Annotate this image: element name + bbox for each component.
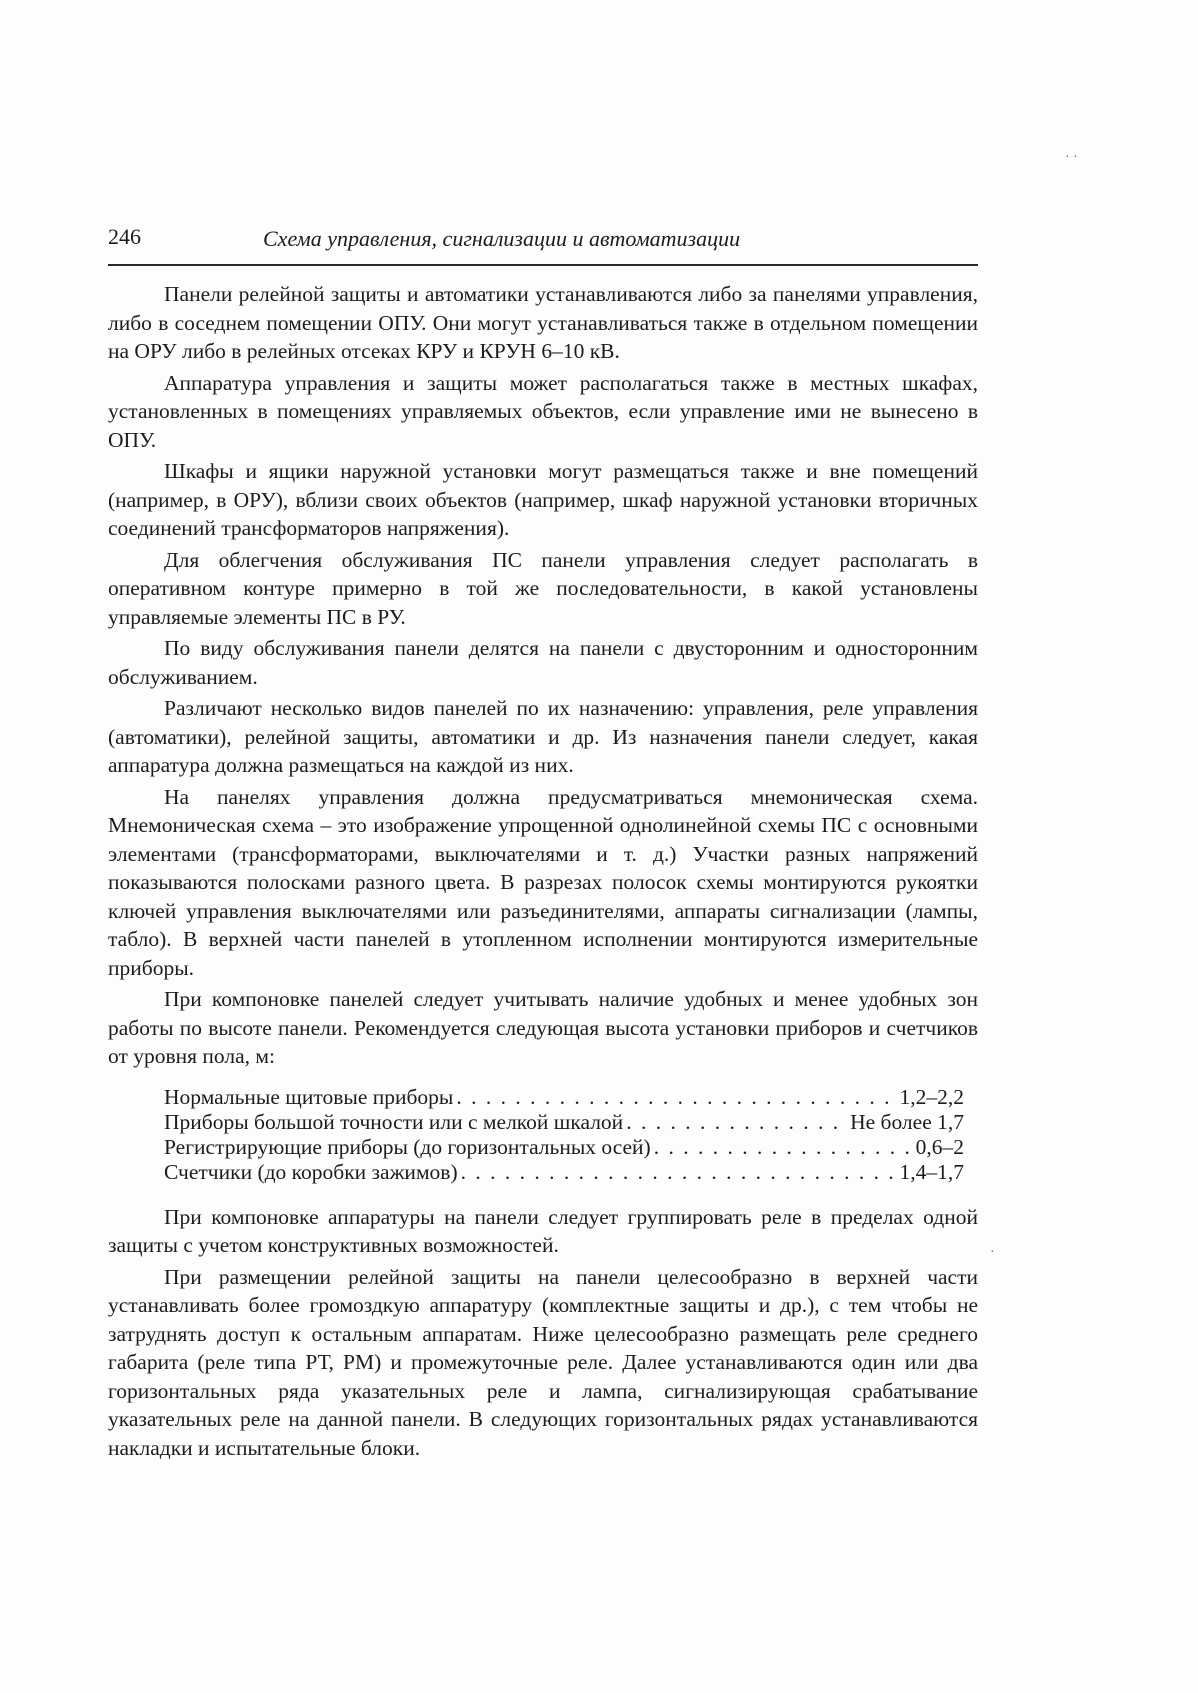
paragraph: По виду обслуживания панели делятся на панели с двусторонним и односторонним обслуживанием. xyxy=(108,636,978,689)
spec-name: Приборы большой точности или с мелкой шкалой xyxy=(164,1109,624,1134)
spec-value: 1,2–2,2 xyxy=(899,1084,964,1109)
page-number: 246 xyxy=(108,224,141,249)
paragraph: При компоновке панелей следует учитывать наличие удобных и менее удобных зон работы по высоте панели. Рекомендуется следующая высота установки приборов и счетчиков от уровня пола, м: xyxy=(108,987,978,1068)
paragraph: Различают несколько видов панелей по их назначению: управления, реле управления (автоматики), релейной защиты, автоматики и др. Из назначения панели следует, какая аппаратура должна размещаться на каждой из них. xyxy=(108,696,978,777)
scan-speck-mark: · xyxy=(990,1245,995,1260)
spec-value: 1,4–1,7 xyxy=(899,1159,964,1184)
paragraph: При компоновке аппаратуры на панели следует группировать реле в пределах одной защиты с учетом конструктивных возможностей. xyxy=(108,1204,978,1257)
running-title: Схема управления, сигнализации и автоматизации xyxy=(263,226,741,251)
paragraph: На панелях управления должна предусматриваться мнемоническая схема. Мнемоническая схема – это изображение упрощенной однолинейной схемы ПС с основными элементами (трансформаторами, выключателями и т. д.) Участки разных напряжений показываются полосками разного цвета. В разрезах полосок схемы монтируются рукоятки ключей управления выключателями или разъединителями, аппараты сигнализации (лампы, табло). В верхней части панелей в утопленном исполнении монтируются измерительные приборы. xyxy=(108,784,978,980)
book-page xyxy=(108,220,978,1465)
leader-dots xyxy=(654,1135,913,1160)
paragraph: Аппаратура управления и защиты может располагаться также в местных шкафах, установленных в помещениях управляемых объектов, если управление ими не вынесено в ОПУ. xyxy=(108,370,978,452)
spec-row xyxy=(164,1160,964,1185)
spec-value: 0,6–2 xyxy=(915,1134,964,1159)
leader-dots xyxy=(461,1160,897,1185)
spec-name: Счетчики (до коробки зажимов) xyxy=(164,1159,458,1184)
height-spec-list xyxy=(164,1085,964,1185)
leader-dots xyxy=(456,1085,896,1110)
scan-speck-mark: · · xyxy=(1065,150,1078,165)
spec-name: Нормальные щитовые приборы xyxy=(164,1084,454,1109)
page-header xyxy=(108,220,978,266)
spec-row xyxy=(164,1085,964,1110)
paragraph: Для облегчения обслуживания ПС панели управления следует располагать в оперативном контуре примерно в той же последовательности, в какой установлены управляемые элементы ПС в РУ. xyxy=(108,547,978,629)
spec-row xyxy=(164,1135,964,1160)
paragraph: Шкафы и ящики наружной установки могут размещаться также и вне помещений (например, в ОРУ), вблизи своих объектов (например, шкаф наружной установки вторичных соединений трансформаторов напряжения). xyxy=(108,459,978,540)
paragraph: При размещении релейной защиты на панели целесообразно в верхней части устанавливать более громоздкую аппаратуру (комплектные защиты и др.), с тем чтобы не затруднять доступ к остальным аппаратам. Ниже целесообразно размещать реле среднего габарита (реле типа РТ, РМ) и промежуточные реле. Далее устанавливаются один или два горизонтальных ряда указательных реле и лампа, сигнализирующая срабатывание указательных реле на данной панели. В следующих горизонтальных рядах устанавливаются накладки и испытательные блоки. xyxy=(108,1264,978,1460)
spec-name: Регистрирующие приборы (до горизонтальных осей) xyxy=(164,1134,651,1159)
body-text xyxy=(108,280,978,1462)
spec-value: Не более 1,7 xyxy=(850,1109,964,1134)
leader-dots xyxy=(626,1110,847,1135)
paragraph: Панели релейной защиты и автоматики устанавливаются либо за панелями управления, либо в соседнем помещении ОПУ. Они могут устанавливаться также в отдельном помещении на ОРУ либо в релейных отсеках КРУ и КРУН 6–10 кВ. xyxy=(108,282,978,363)
spec-row xyxy=(164,1110,964,1135)
